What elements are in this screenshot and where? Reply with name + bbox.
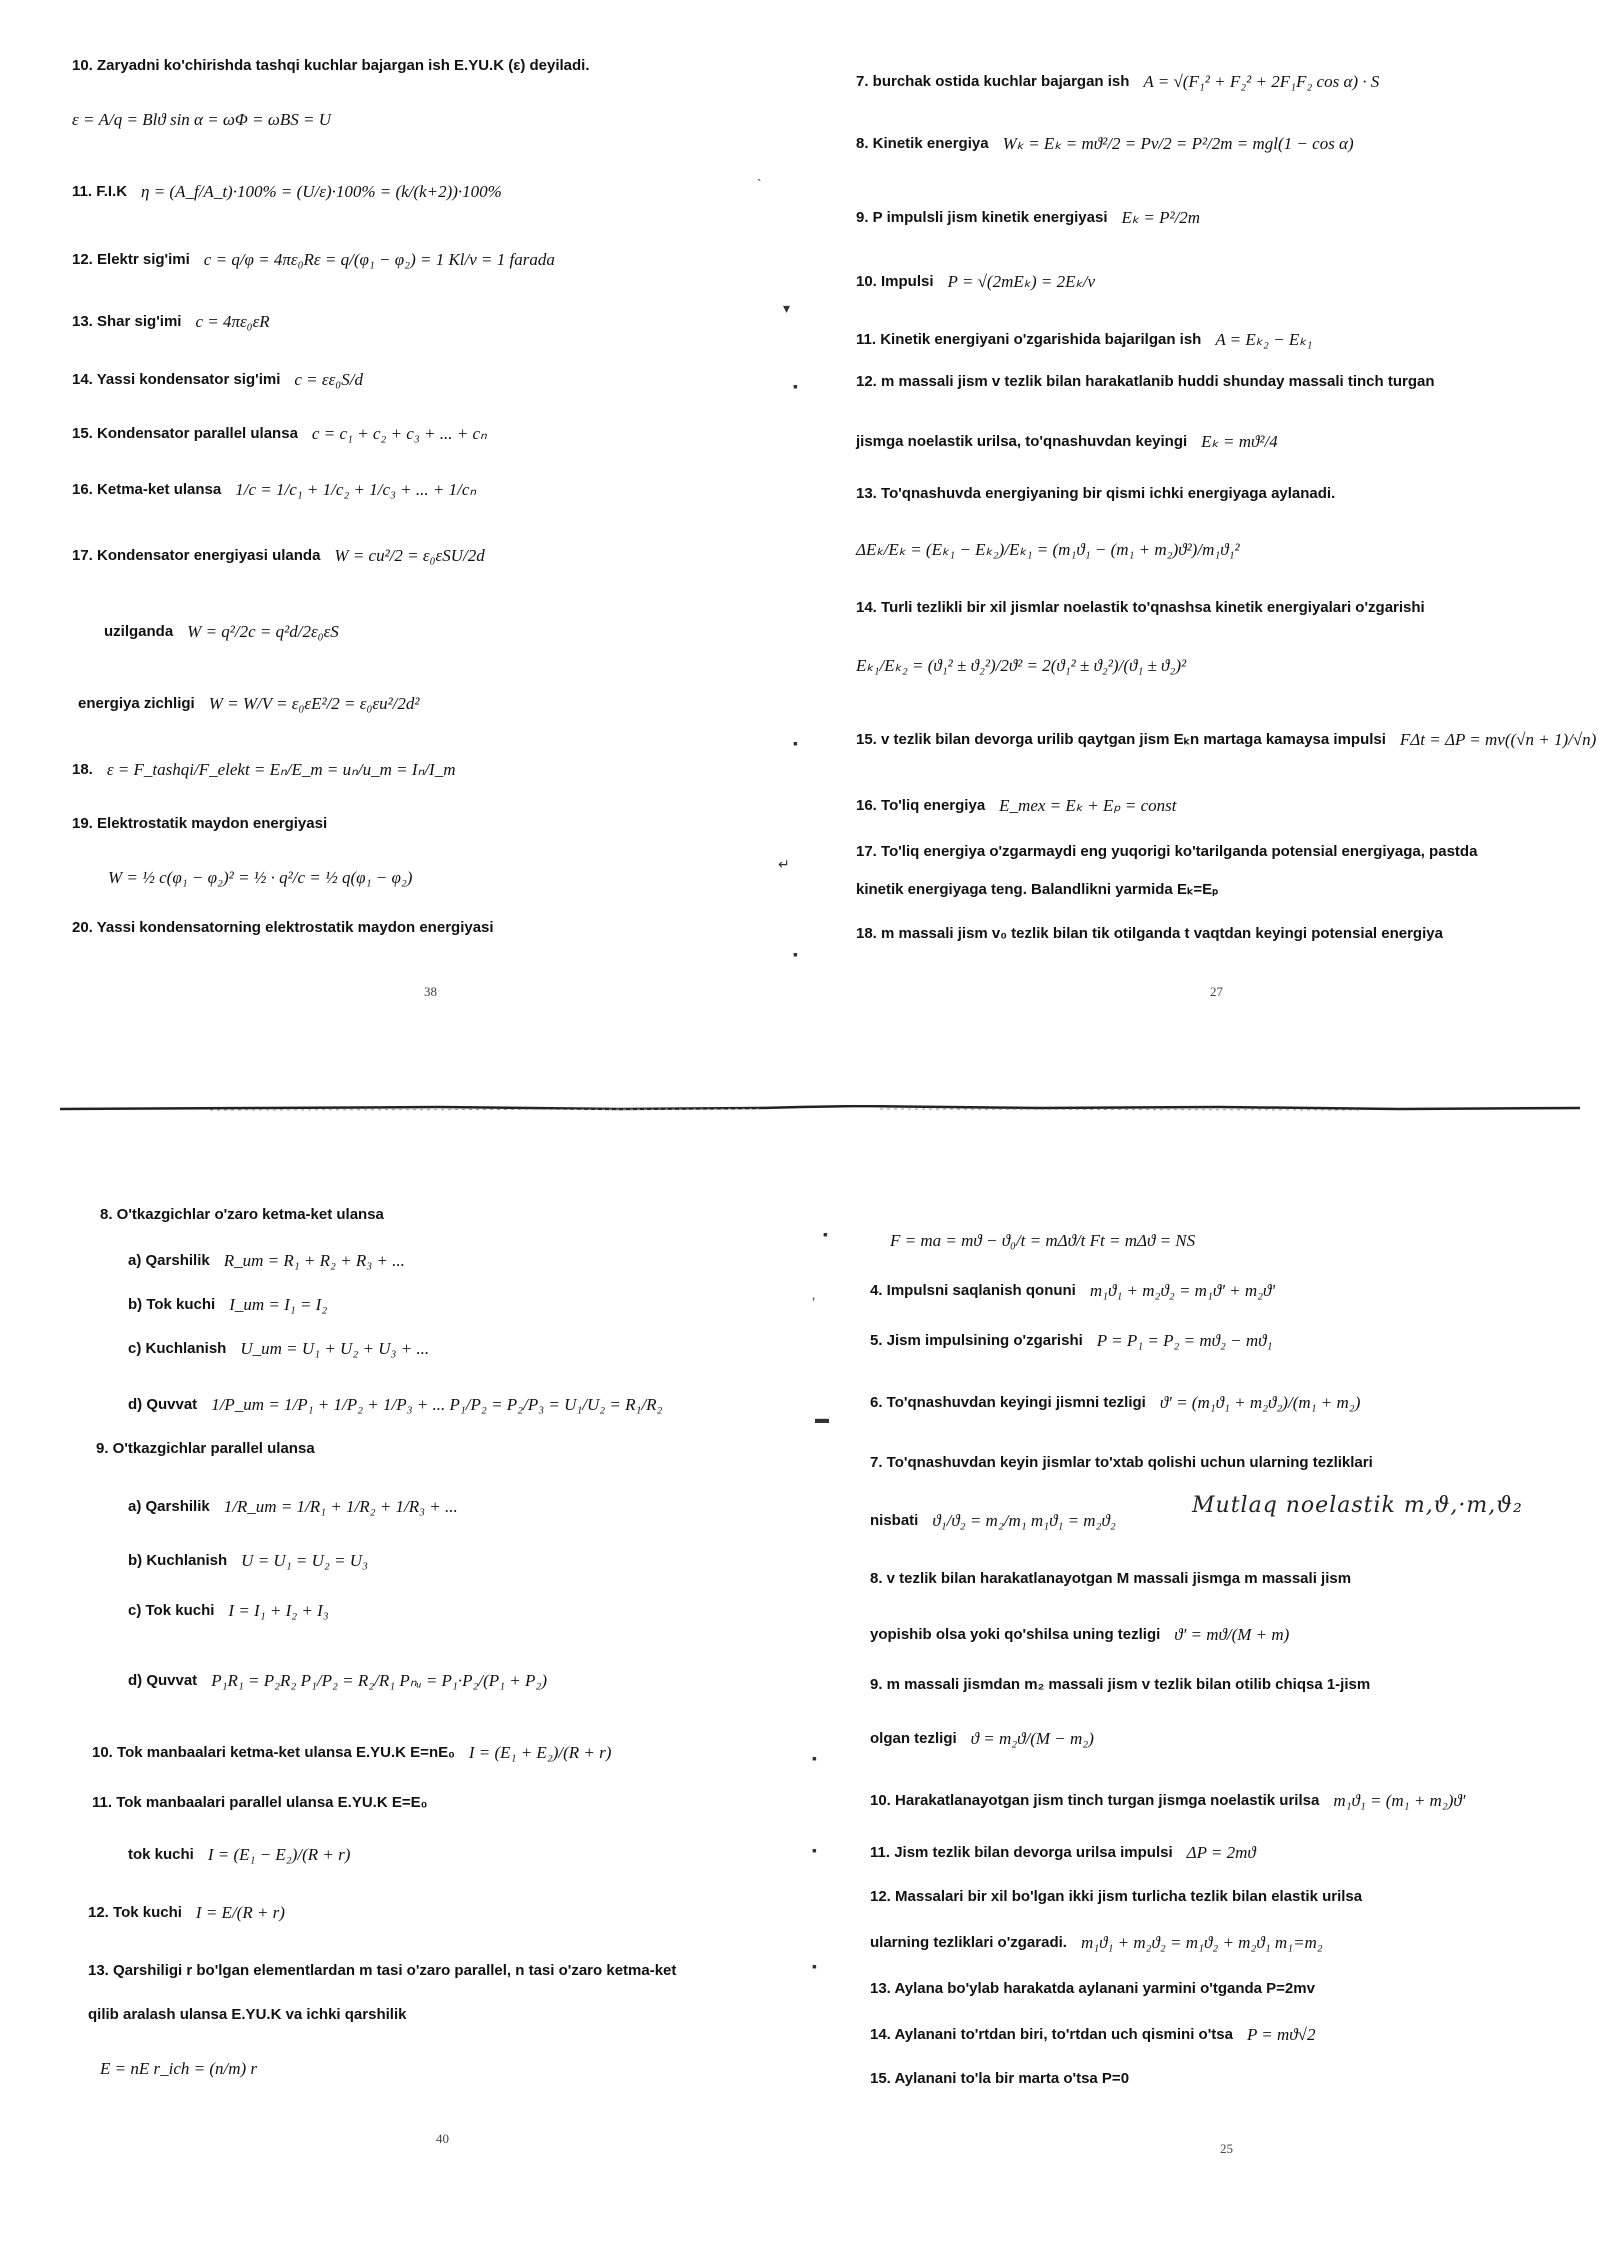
bl-label-3: c) Kuchlanish [128,1340,227,1357]
bl-line-10 [92,1743,611,1763]
bl-formula-16: E = nE r_ich = (n/m) r [100,2059,258,2078]
bl-line-5 [96,1439,315,1459]
bl-formula-9: P₁R₁ = P₂R₂ P₁/P₂ = R₂/R₁ Pₙᵤ = P₁·P₂/(P₁ + P₂) [211,1671,547,1690]
tr-formula-11: FΔt = ΔP = mv((√n + 1)/√n) [1399,730,1597,749]
br-label-12: 12. Massalari bir xil bo'lgan ikki jism turlicha tezlik bilan elastik urilsa [870,1888,1363,1905]
tr-line-10 [856,656,1186,676]
bl-line-9 [128,1671,547,1691]
page-27 [800,0,1600,1100]
br-label-5: nisbati [870,1512,919,1529]
bl-label-10: 10. Tok manbaalari ketma-ket ulansa E.YU.K E=nE₀ [92,1744,455,1761]
margin-mark: ▪ [812,1750,817,1766]
tl-line-4 [72,312,270,332]
tl-line-12 [72,814,327,834]
tr-line-11 [856,730,1596,750]
tr-label-1: 8. Kinetik energiya [856,135,989,152]
tl-line-11 [72,760,456,780]
tr-label-9: 14. Turli tezlikli bir xil jismlar noelastik to'qnashsa kinetik energiyalari o'zgarishi [856,599,1425,616]
tl-label-11: 18. [72,761,93,778]
margin-mark: ▾ [783,300,791,316]
br-line-6 [870,1569,1351,1589]
br-line-13 [870,1933,1323,1953]
tl-label-2: 11. F.I.K [72,183,128,200]
tr-line-5 [856,372,1435,392]
br-formula-0: F = ma = mϑ − ϑ₀/t = mΔϑ/t Ft = mΔϑ = NS [890,1231,1196,1250]
page-40 [0,1131,800,2262]
bl-line-14 [88,1961,676,1981]
tl-line-5 [72,370,363,390]
tr-line-0 [856,72,1379,92]
tl-label-7: 16. Ketma-ket ulansa [72,481,222,498]
tr-label-6: jismga noelastik urilsa, to'qnashuvdan keyingi [856,433,1188,450]
tl-formula-6: c = c₁ + c₂ + c₃ + ... + cₙ [311,424,487,443]
tr-line-3 [856,272,1095,292]
bl-label-9: d) Quvvat [128,1672,198,1689]
tl-formula-8: W = cu²/2 = ε₀εSU/2d [334,546,485,565]
bl-formula-7: U = U₁ = U₂ = U₃ [241,1551,368,1570]
tl-line-13 [108,868,412,888]
br-formula-13: m₁ϑ₁ + m₂ϑ₂ = m₁ϑ₂ + m₂ϑ₁ m₁=m₂ [1080,1933,1323,1952]
margin-mark: ↵ [778,856,790,872]
bl-line-0 [100,1205,384,1225]
scan-divider [60,1105,1580,1111]
tr-label-15: 18. m massali jism v₀ tezlik bilan tik otilganda t vaqtdan keyingi potensial energiya [856,925,1443,942]
tr-line-15 [856,924,1443,944]
bl-line-6 [128,1497,458,1517]
tr-label-5: 12. m massali jism v tezlik bilan harakatlanib huddi shunday massali tinch turgan [856,373,1435,390]
br-formula-9: ϑ = m₂ϑ/(M − m₂) [970,1729,1094,1748]
br-formula-5: ϑ₁/ϑ₂ = m₂/m₁ m₁ϑ₁ = m₂ϑ₂ [932,1511,1116,1530]
tl-formula-13: W = ½ c(φ₁ − φ₂)² = ½ · q²/c = ½ q(φ₁ − φ₂) [108,868,413,887]
tl-label-10: energiya zichligi [78,695,195,712]
br-formula-7: ϑ' = mϑ/(M + m) [1174,1625,1290,1644]
tr-label-4: 11. Kinetik energiyani o'zgarishida bajarilgan ish [856,331,1202,348]
br-line-9 [870,1729,1094,1749]
br-formula-2: P = P₁ = P₂ = mϑ₂ − mϑ₁ [1096,1331,1273,1350]
tr-page-number: 27 [1210,984,1223,999]
br-label-9: olgan tezligi [870,1730,957,1747]
tl-formula-10: W = W/V = ε₀εE²/2 = ε₀εu²/2d² [208,694,420,713]
bl-label-14: 13. Qarshiligi r bo'lgan elementlardan m tasi o'zaro parallel, n tasi o'zaro ketma-ket [88,1962,677,1979]
tr-label-12: 16. To'liq energiya [856,797,986,814]
margin-mark: ▪ [793,946,798,962]
handwritten-note: Mutlaq noelastik m,ϑ,·m,ϑ₂ [1192,1493,1523,1518]
bl-formula-2: I_um = I₁ = I₂ [229,1295,328,1314]
bl-line-12 [128,1845,350,1865]
br-line-14 [870,1979,1315,1999]
br-line-10 [870,1791,1465,1811]
tr-formula-6: Eₖ = mϑ²/4 [1201,432,1278,451]
bl-formula-10: I = (E₁ + E₂)/(R + r) [468,1743,612,1762]
br-line-16 [870,2069,1129,2089]
tl-formula-1: ε = A/q = Blϑ sin α = ωΦ = ωBS = U [72,110,331,129]
tl-formula-2: η = (A_f/A_t)·100% = (U/ε)·100% = (k/(k+2))·100% [141,182,502,201]
br-label-1: 4. Impulsni saqlanish qonuni [870,1282,1076,1299]
br-line-5 [870,1511,1116,1531]
br-line-15 [870,2025,1315,2045]
tr-formula-8: ΔEₖ/Eₖ = (Eₖ₁ − Eₖ₂)/Eₖ₁ = (m₁ϑ₁ − (m₁ + m₂)ϑ²)/m₁ϑ₁² [856,540,1240,559]
tl-formula-4: c = 4πε₀εR [195,312,270,331]
tr-formula-2: Eₖ = P²/2m [1121,208,1201,227]
bl-line-13 [88,1903,285,1923]
tl-label-12: 19. Elektrostatik maydon energiyasi [72,815,328,832]
bl-formula-3: U_um = U₁ + U₂ + U₃ + ... [240,1339,430,1358]
br-page-number: 25 [1220,2141,1233,2156]
margin-mark: ▪ [812,1958,817,1974]
margin-mark: ▬ [815,1410,829,1426]
br-label-3: 6. To'qnashuvdan keyingi jismni tezligi [870,1394,1146,1411]
tl-label-0: 10. Zaryadni ko'chirishda tashqi kuchlar bajargan ish E.YU.K (ε) deyiladi. [72,57,590,74]
bl-label-5: 9. O'tkazgichlar parallel ulansa [96,1440,315,1457]
tr-formula-0: A = √(F₁² + F₂² + 2F₁F₂ cos α) · S [1143,72,1380,91]
br-label-2: 5. Jism impulsining o'zgarishi [870,1332,1083,1349]
tl-label-9: uzilganda [104,623,174,640]
br-formula-11: ΔP = 2mϑ [1186,1843,1256,1862]
br-label-13: ularning tezliklari o'zgaradi. [870,1934,1067,1951]
bl-formula-8: I = I₁ + I₂ + I₃ [228,1601,329,1620]
tr-formula-4: A = Eₖ₂ − Eₖ₁ [1215,330,1313,349]
br-label-11: 11. Jism tezlik bilan devorga urilsa impulsi [870,1844,1173,1861]
br-line-2 [870,1331,1272,1351]
tl-line-7 [72,480,476,500]
tr-line-4 [856,330,1312,350]
margin-mark: ▪ [793,735,798,751]
tl-label-3: 12. Elektr sig'imi [72,251,190,268]
margin-mark: ▪ [823,1226,828,1242]
bl-line-15 [88,2005,406,2025]
tl-formula-7: 1/c = 1/c₁ + 1/c₂ + 1/c₃ + ... + 1/cₙ [235,480,477,499]
tr-label-14: kinetik energiyaga teng. Balandlikni yarmida Eₖ=Eₚ [856,881,1219,898]
bl-label-2: b) Tok kuchi [128,1296,216,1313]
bl-line-11 [92,1793,427,1813]
bl-line-7 [128,1551,368,1571]
margin-mark: ‚ [812,1286,816,1302]
bl-formula-13: I = E/(R + r) [195,1903,285,1922]
bl-label-15: qilib aralash ulansa E.YU.K va ichki qarshilik [88,2006,407,2023]
br-label-16: 15. Aylanani to'la bir marta o'tsa P=0 [870,2070,1130,2087]
bl-label-6: a) Qarshilik [128,1498,210,1515]
margin-mark: ▪ [793,378,798,394]
bl-page-number: 40 [436,2131,449,2146]
tr-line-13 [856,842,1477,862]
br-line-12 [870,1887,1362,1907]
tr-line-9 [856,598,1425,618]
tr-line-2 [856,208,1200,228]
tr-label-3: 10. Impulsi [856,273,934,290]
tl-label-5: 14. Yassi kondensator sig'imi [72,371,281,388]
bl-label-4: d) Quvvat [128,1396,198,1413]
bl-formula-1: R_um = R₁ + R₂ + R₃ + ... [223,1251,405,1270]
tl-formula-3: c = q/φ = 4πε₀Rε = q/(φ₁ − φ₂) = 1 Kl/v = 1 farada [203,250,555,269]
tl-line-9 [104,622,339,642]
bl-formula-12: I = (E₁ − E₂)/(R + r) [207,1845,351,1864]
tl-line-8 [72,546,485,566]
tl-label-4: 13. Shar sig'imi [72,313,182,330]
bl-label-13: 12. Tok kuchi [88,1904,182,1921]
tr-formula-12: E_mex = Eₖ + Eₚ = const [999,796,1177,815]
bl-label-0: 8. O'tkazgichlar o'zaro ketma-ket ulansa [100,1206,384,1223]
br-label-4: 7. To'qnashuvdan keyin jismlar to'xtab qolishi uchun ularning tezliklari [870,1454,1373,1471]
br-label-7: yopishib olsa yoki qo'shilsa uning tezligi [870,1626,1161,1643]
tl-formula-5: c = εε₀S/d [294,370,363,389]
tl-formula-11: ε = F_tashqi/F_elekt = Eₙ/E_m = uₙ/u_m = Iₙ/I_m [106,760,456,779]
tl-line-2 [72,182,502,202]
page-25 [800,1131,1600,2262]
tl-line-0 [72,56,590,76]
tl-line-10 [78,694,420,714]
tl-formula-9: W = q²/2c = q²d/2ε₀εS [187,622,339,641]
tr-line-14 [856,880,1219,900]
br-line-0 [890,1231,1195,1251]
tl-line-3 [72,250,555,270]
bl-formula-4: 1/P_um = 1/P₁ + 1/P₂ + 1/P₃ + ... P₁/P₂ = P₂/P₃ = U₁/U₂ = R₁/R₂ [211,1395,663,1414]
br-label-10: 10. Harakatlanayotgan jism tinch turgan jismga noelastik urilsa [870,1792,1320,1809]
tl-label-6: 15. Kondensator parallel ulansa [72,425,298,442]
bl-formula-6: 1/R_um = 1/R₁ + 1/R₂ + 1/R₃ + ... [223,1497,458,1516]
bl-line-16 [100,2059,257,2079]
bl-line-4 [128,1395,662,1415]
br-line-8 [870,1675,1370,1695]
tr-line-6 [856,432,1278,452]
tr-label-2: 9. P impulsli jism kinetik energiyasi [856,209,1108,226]
tl-line-14 [72,918,494,938]
br-label-14: 13. Aylana bo'ylab harakatda aylanani yarmini o'tganda P=2mv [870,1980,1315,1997]
tr-label-0: 7. burchak ostida kuchlar bajargan ish [856,73,1130,90]
bl-label-12: tok kuchi [128,1846,194,1863]
tr-formula-1: Wₖ = Eₖ = mϑ²/2 = Pv/2 = P²/2m = mgl(1 − cos α) [1002,134,1354,153]
br-formula-3: ϑ' = (m₁ϑ₁ + m₂ϑ₂)/(m₁ + m₂) [1159,1393,1361,1412]
br-formula-1: m₁ϑ₁ + m₂ϑ₂ = m₁ϑ' + m₂ϑ' [1089,1281,1275,1300]
tr-label-13: 17. To'liq energiya o'zgarmaydi eng yuqorigi ko'tarilganda potensial energiyaga, pastda [856,843,1478,860]
tl-page-number: 38 [424,984,437,999]
br-label-8: 9. m massali jismdan m₂ massali jism v tezlik bilan otilib chiqsa 1-jism [870,1676,1371,1693]
bl-line-1 [128,1251,405,1271]
bl-label-7: b) Kuchlanish [128,1552,228,1569]
br-label-6: 8. v tezlik bilan harakatlanayotgan M massali jismga m massali jism [870,1570,1352,1587]
tr-line-1 [856,134,1354,154]
br-label-15: 14. Aylanani to'rtdan biri, to'rtdan uch qismini o'tsa [870,2026,1233,2043]
br-line-3 [870,1393,1360,1413]
tr-formula-3: P = √(2mEₖ) = 2Eₖ/v [947,272,1095,291]
margin-mark: ▪ [812,1842,817,1858]
tr-line-8 [856,540,1240,560]
margin-mark: ` [757,176,762,192]
bl-label-11: 11. Tok manbaalari parallel ulansa E.YU.K E=E₀ [92,1794,428,1811]
bl-label-8: c) Tok kuchi [128,1602,215,1619]
tr-label-11: 15. v tezlik bilan devorga urilib qaytgan jism Eₖn martaga kamaysa impulsi [856,731,1386,748]
bl-label-1: a) Qarshilik [128,1252,210,1269]
br-formula-15: P = mϑ√2 [1246,2025,1316,2044]
tl-label-8: 17. Kondensator energiyasi ulanda [72,547,321,564]
tr-line-7 [856,484,1335,504]
page-38 [0,0,800,1100]
br-line-1 [870,1281,1275,1301]
tl-line-6 [72,424,487,444]
br-line-4 [870,1453,1373,1473]
bl-line-8 [128,1601,329,1621]
tl-label-14: 20. Yassi kondensatorning elektrostatik maydon energiyasi [72,919,494,936]
bl-line-3 [128,1339,429,1359]
br-line-11 [870,1843,1256,1863]
tl-line-1 [72,110,331,130]
bl-line-2 [128,1295,327,1315]
tr-label-7: 13. To'qnashuvda energiyaning bir qismi ichki energiyaga aylanadi. [856,485,1336,502]
br-line-7 [870,1625,1289,1645]
tr-formula-10: Eₖ₁/Eₖ₂ = (ϑ₁² ± ϑ₂²)/2ϑ² = 2(ϑ₁² ± ϑ₂²)/(ϑ₁ ± ϑ₂)² [856,656,1187,675]
tr-line-12 [856,796,1177,816]
br-formula-10: m₁ϑ₁ = (m₁ + m₂)ϑ' [1333,1791,1466,1810]
